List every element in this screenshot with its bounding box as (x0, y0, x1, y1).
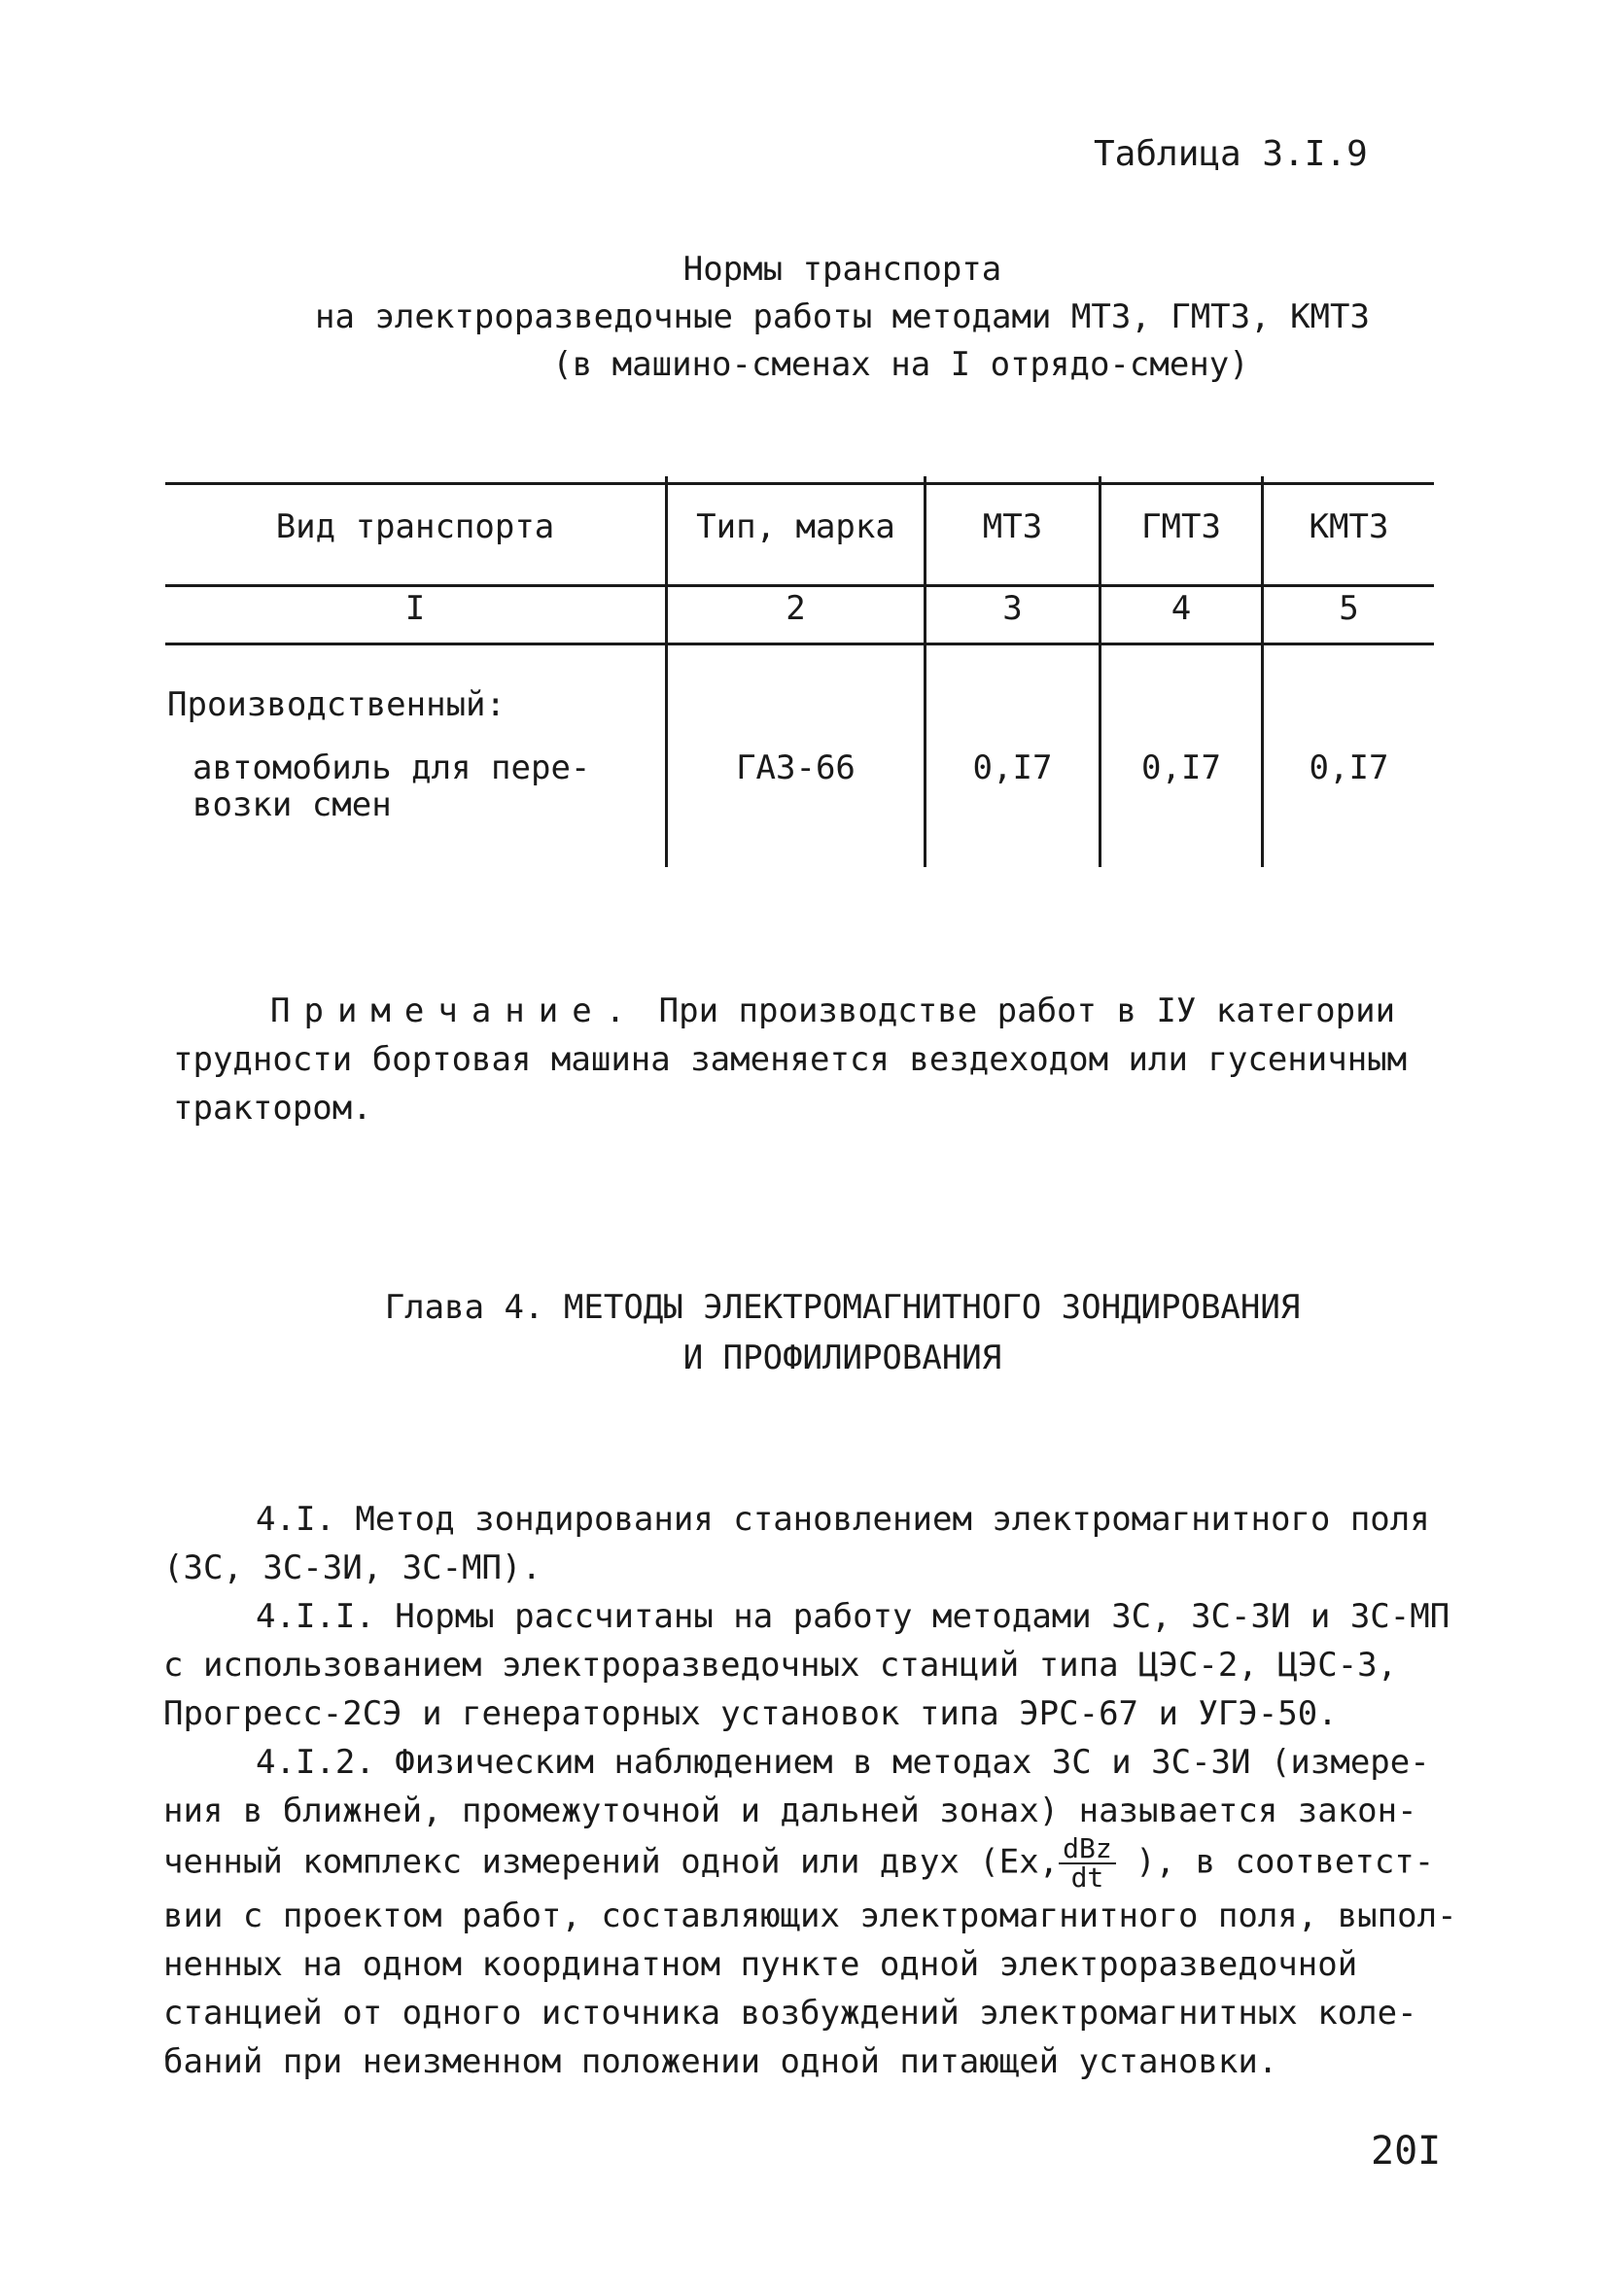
para-4-1-1-line-2: с использованием электроразведочных станций типа ЦЭС-2, ЦЭС-3, (163, 1646, 1398, 1685)
para-4-1-1-line-3: Прогресс-2СЭ и генераторных установок типа ЭРС-67 и УГЭ-50. (163, 1694, 1338, 1733)
table-col-number: I (404, 589, 426, 628)
table-header-model: Тип, марка (696, 507, 895, 546)
table-header-kmtz: КМТЗ (1309, 507, 1389, 546)
table-title-line-3: (в машино-сменах на I отрядо-смену) (552, 345, 1249, 384)
para-4-1-line-1: 4.I. Метод зондирования становлением электромагнитного поля (256, 1500, 1430, 1539)
table-row-name-line-2: возки смен (192, 785, 392, 824)
table-header-mtz: МТЗ (982, 507, 1043, 546)
table-row-kmtz: 0,I7 (1309, 748, 1389, 787)
note-label: Примечание. (270, 991, 640, 1030)
table-number-row-border (165, 643, 1434, 645)
para-4-1-2-line-3-end: ), в соответст- (1135, 1842, 1435, 1882)
para-4-1-2-line-1: 4.I.2. Физическим наблюдением в методах ЗС и ЗС-ЗИ (измере- (256, 1743, 1430, 1782)
fraction-denominator: dt (1070, 1861, 1104, 1894)
para-4-1-line-2: (ЗС, ЗС-ЗИ, ЗС-МП). (163, 1548, 541, 1587)
fraction-numerator: dBz (1059, 1835, 1116, 1864)
note-line-1: При производстве работ в IУ категории (658, 991, 1396, 1030)
derivative-fraction (1059, 1832, 1116, 1894)
para-4-1-1-line-1: 4.I.I. Нормы рассчитаны на работу методами ЗС, ЗС-ЗИ и ЗС-МП (256, 1597, 1450, 1636)
chapter-heading-line-1: Глава 4. МЕТОДЫ ЭЛЕКТРОМАГНИТНОГО ЗОНДИРОВАНИЯ (384, 1288, 1301, 1327)
table-top-border (165, 482, 1434, 485)
table-label: Таблица 3.I.9 (1094, 134, 1368, 174)
para-4-1-2-line-3 (163, 1832, 1457, 1894)
table-col-number: 3 (1002, 589, 1023, 628)
table-header-gmtz: ГМТЗ (1141, 507, 1221, 546)
para-4-1-2-line-2: ния в ближней, промежуточной и дальней зонах) называется закон- (163, 1792, 1417, 1830)
table-col-number: 2 (786, 589, 806, 628)
table-group-label: Производственный: (167, 685, 506, 724)
note-block (173, 987, 1407, 1132)
para-4-1-2-line-7: баний при неизменном положении одной питающей установки. (163, 2042, 1278, 2081)
para-4-1-2-line-5: ненных на одном координатном пункте одной электроразведочной (163, 1945, 1358, 1984)
note-line-2: трудности бортовая машина заменяется вездеходом или гусеничным (173, 1040, 1408, 1079)
table-row-mtz: 0,I7 (972, 748, 1053, 787)
table-col-number: 5 (1339, 589, 1359, 628)
note-line-3: трактором. (173, 1089, 372, 1128)
table-row-model: ГАЗ-66 (736, 748, 856, 787)
table-row-gmtz: 0,I7 (1141, 748, 1221, 787)
table-title-line-1: Нормы транспорта (682, 250, 1002, 289)
table-title-line-2: на электроразведочные работы методами МТЗ, ГМТЗ, КМТЗ (315, 297, 1370, 336)
body-text (163, 1495, 1457, 2086)
para-4-1-2-line-3-start: ченный комплекс измерений одной или двух (Ex, (163, 1842, 1060, 1882)
para-4-1-2-line-6: станцией от одного источника возбуждений электромагнитных коле- (163, 1994, 1417, 2033)
table-header-border (165, 584, 1434, 587)
table-col-number: 4 (1170, 589, 1192, 628)
table-row-name-line-1: автомобиль для пере- (192, 748, 591, 787)
para-4-1-2-line-4: вии с проектом работ, составляющих электромагнитного поля, выпол- (163, 1896, 1457, 1935)
chapter-heading-line-2: И ПРОФИЛИРОВАНИЯ (682, 1339, 1002, 1377)
page-number: 20I (1371, 2129, 1442, 2174)
table-header-transport-type: Вид транспорта (275, 507, 555, 546)
